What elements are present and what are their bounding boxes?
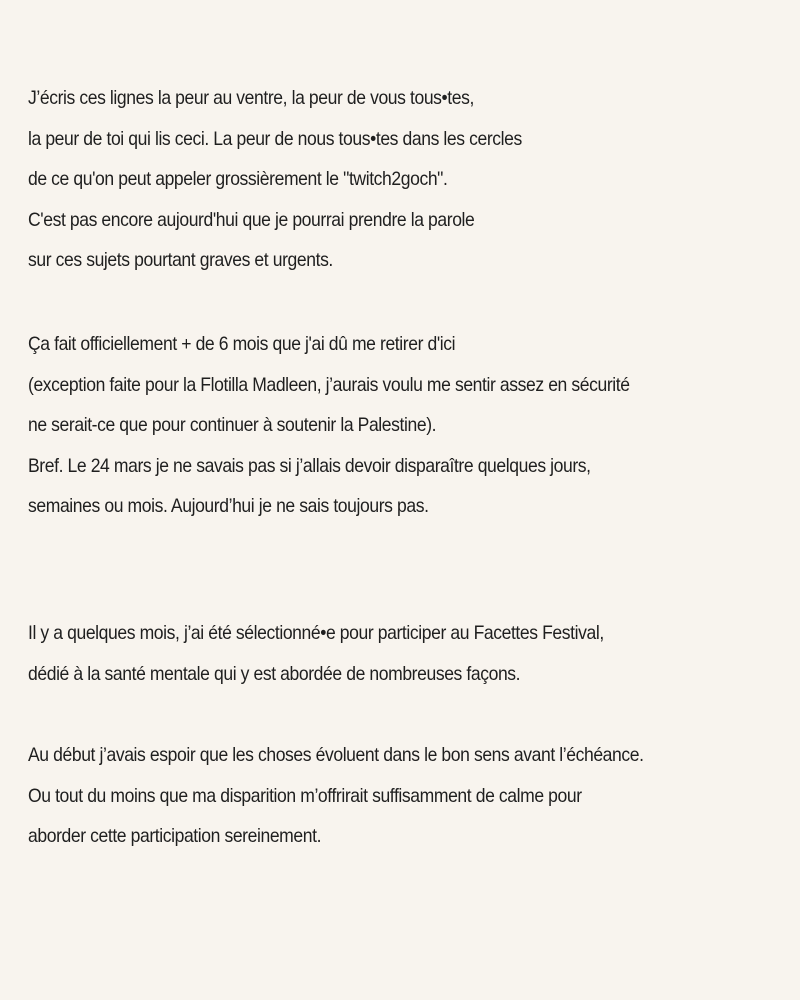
text-line: sur ces sujets pourtant graves et urgents.	[28, 249, 333, 271]
text-line: J’écris ces lignes la peur au ventre, la peur de vous tous•tes,	[28, 87, 474, 109]
text-line: semaines ou mois. Aujourd’hui je ne sais toujours pas.	[28, 495, 429, 517]
text-line: Au début j’avais espoir que les choses évoluent dans le bon sens avant l’échéance.	[28, 744, 644, 766]
text-line: dédié à la santé mentale qui y est abordée de nombreuses façons.	[28, 662, 521, 685]
text-line: C'est pas encore aujourd'hui que je pourrai prendre la parole	[28, 208, 475, 231]
paragraph-2	[28, 324, 788, 527]
text-line: de ce qu'on peut appeler grossièrement le "twitch2goch".	[28, 168, 448, 190]
paragraph-1	[28, 78, 788, 281]
paragraph-3	[28, 613, 788, 694]
text-line: la peur de toi qui lis ceci. La peur de nous tous•tes dans les cercles	[28, 127, 522, 150]
text-line: aborder cette participation sereinement.	[28, 825, 322, 847]
paragraph-4	[28, 735, 788, 857]
text-line: (exception faite pour la Flotilla Madleen, j’aurais voulu me sentir assez en sécurité	[28, 373, 630, 396]
text-line: Ça fait officiellement + de 6 mois que j'ai dû me retirer d'ici	[28, 333, 456, 355]
text-line: Bref. Le 24 mars je ne savais pas si j’allais devoir disparaître quelques jours,	[28, 454, 591, 477]
text-line: Il y a quelques mois, j’ai été sélectionné•e pour participer au Facettes Festival,	[28, 622, 604, 644]
text-line: ne serait-ce que pour continuer à soutenir la Palestine).	[28, 414, 437, 436]
text-line: Ou tout du moins que ma disparition m’offrirait suffisamment de calme pour	[28, 784, 582, 807]
